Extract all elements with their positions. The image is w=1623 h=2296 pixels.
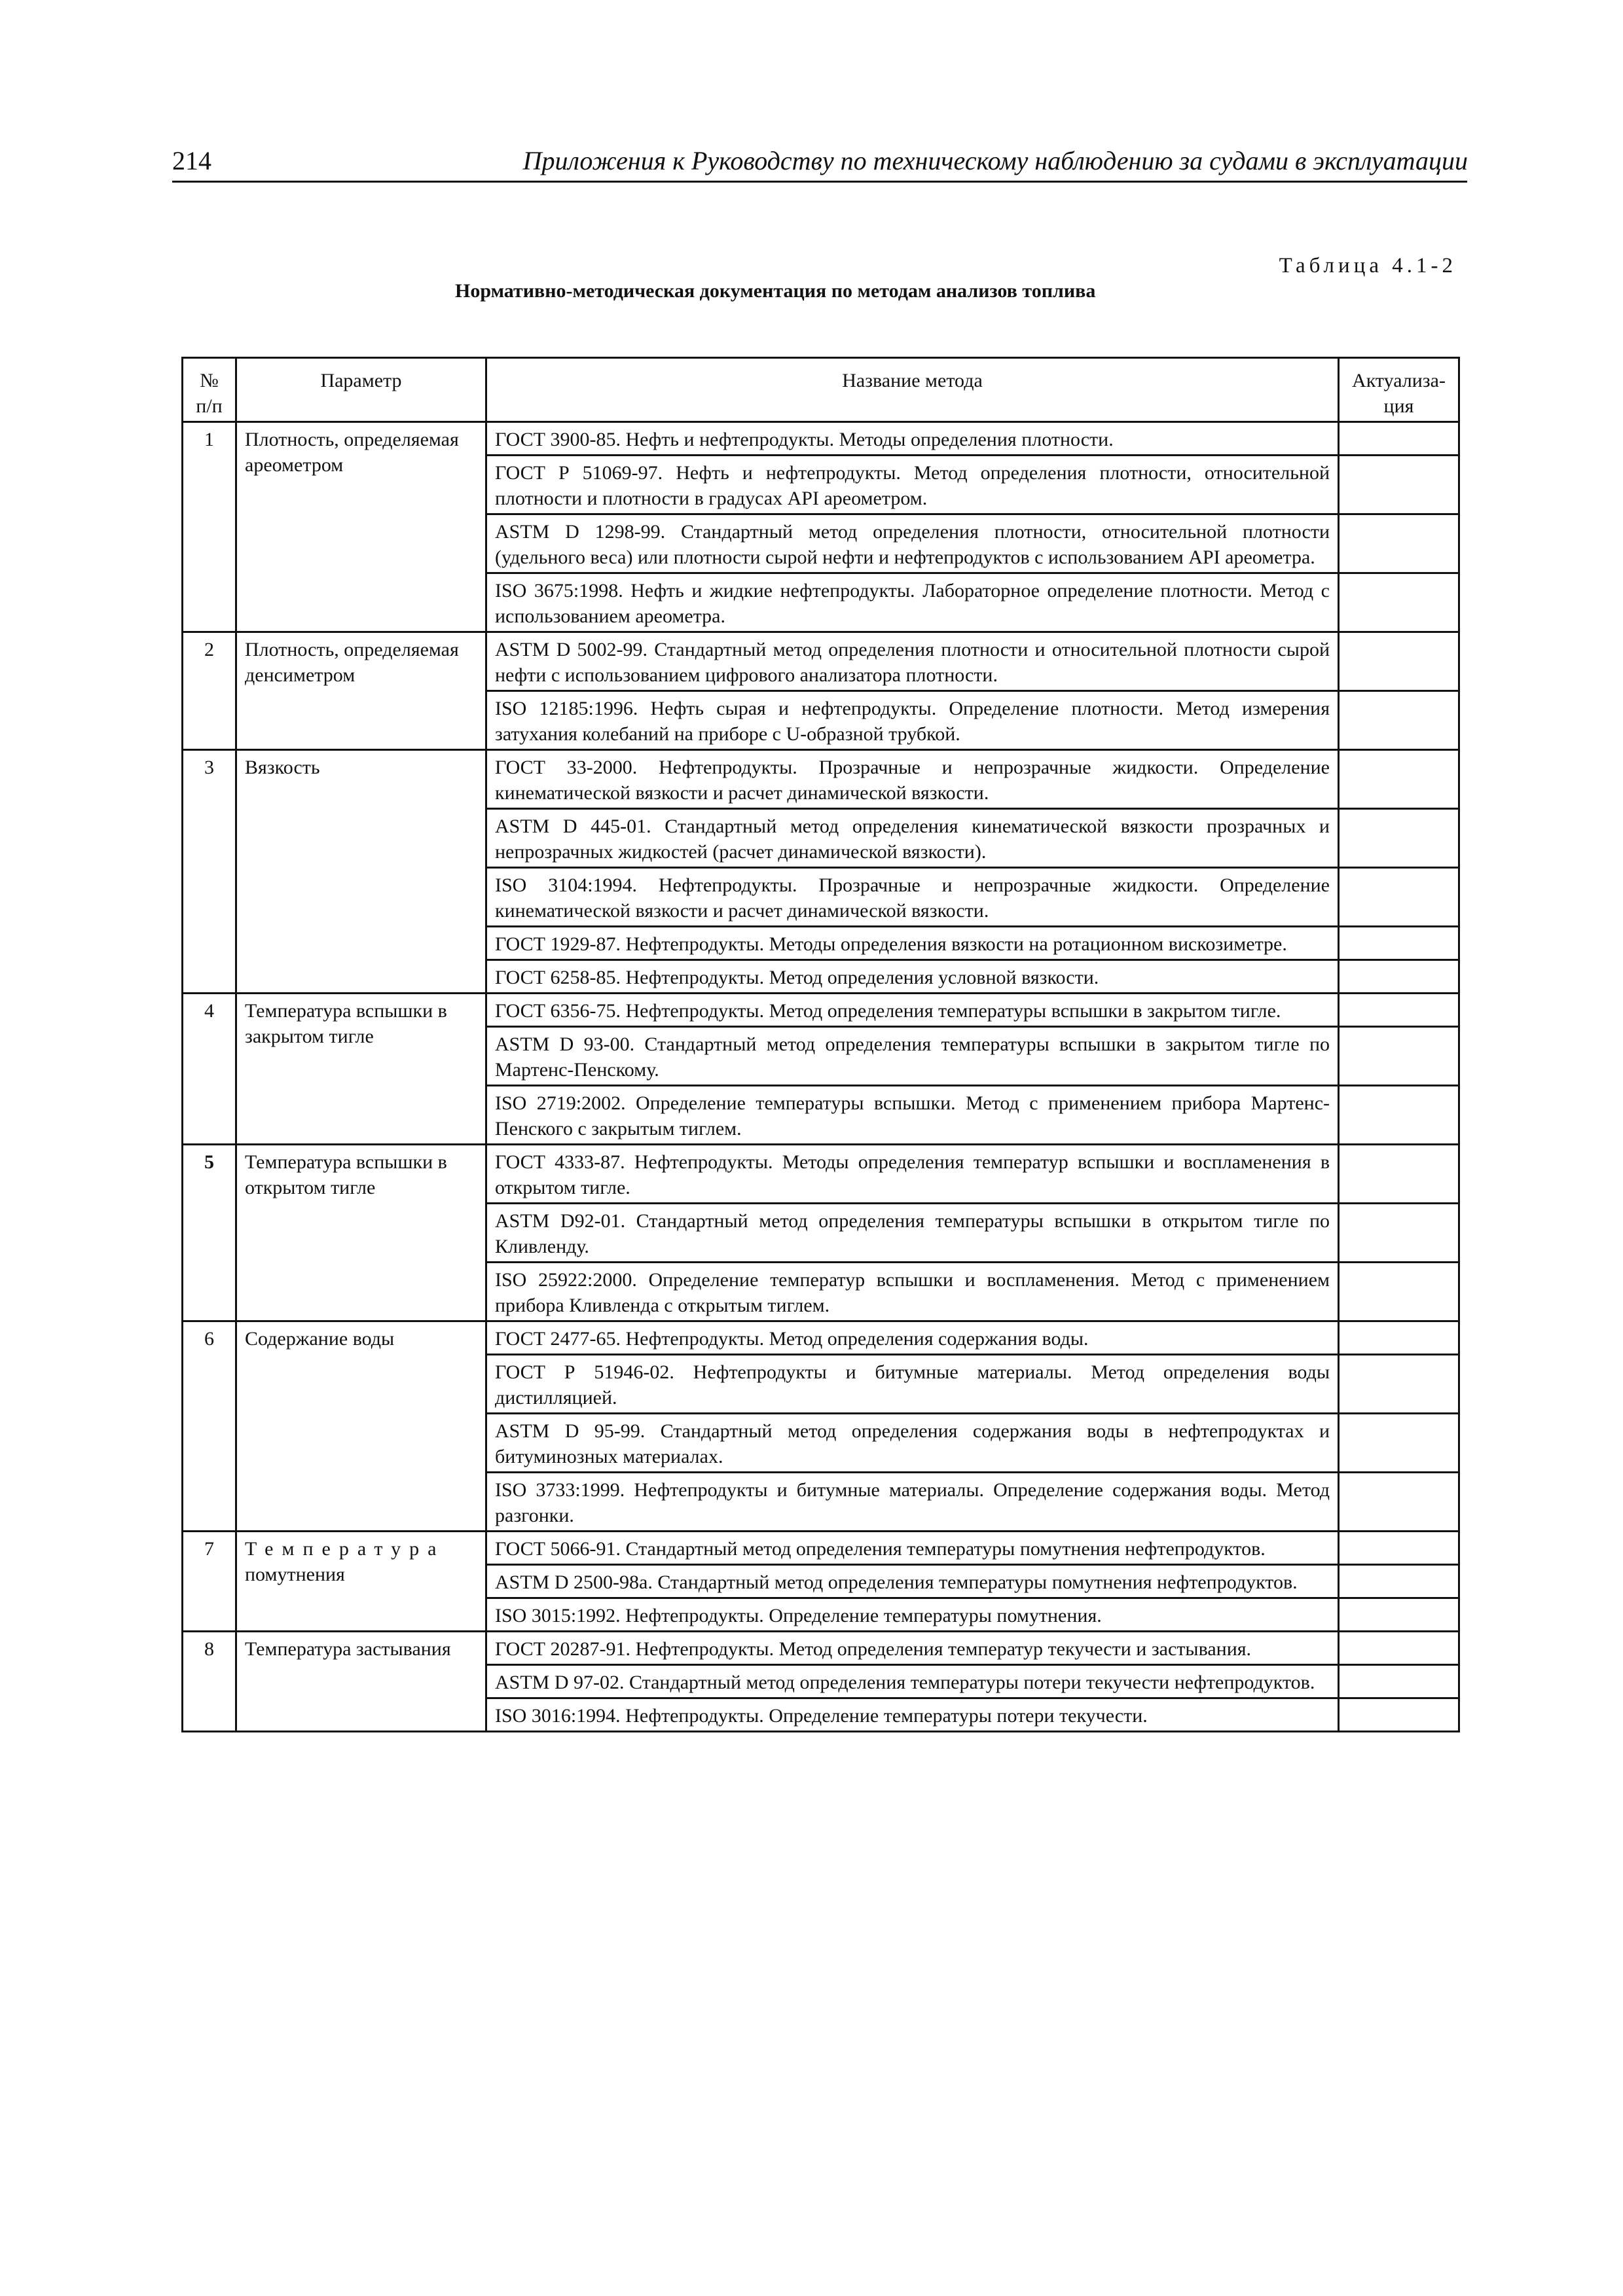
table-row bbox=[183, 994, 1459, 1027]
method-cell: ГОСТ 1929-87. Нефтепродукты. Методы определения вязкости на ротационном вискозиметре. bbox=[486, 927, 1339, 960]
actualization-cell[interactable] bbox=[1339, 1204, 1459, 1263]
actualization-cell[interactable] bbox=[1339, 691, 1459, 750]
actualization-cell[interactable] bbox=[1339, 573, 1459, 632]
row-number: 7 bbox=[183, 1532, 236, 1632]
actualization-cell[interactable] bbox=[1339, 750, 1459, 809]
actualization-cell[interactable] bbox=[1339, 960, 1459, 994]
parameter-cell: Плотность, определяемая ареометром bbox=[236, 422, 486, 632]
actualization-cell[interactable] bbox=[1339, 1321, 1459, 1355]
actualization-cell[interactable] bbox=[1339, 809, 1459, 868]
table-row bbox=[183, 1532, 1459, 1565]
method-cell: ISO 12185:1996. Нефть сырая и нефтепродукты. Определение плотности. Метод измерения затухания колебаний на приборе с U-образной трубкой. bbox=[486, 691, 1339, 750]
actualization-cell[interactable] bbox=[1339, 1532, 1459, 1565]
method-cell: ISO 3675:1998. Нефть и жидкие нефтепродукты. Лабораторное определение плотности. Метод с использованием ареометра. bbox=[486, 573, 1339, 632]
methods-table bbox=[181, 357, 1460, 1732]
column-header-param: Параметр bbox=[236, 358, 486, 422]
parameter-cell: Температура вспышки в открытом тигле bbox=[236, 1145, 486, 1321]
method-cell: ГОСТ Р 51946-02. Нефтепродукты и битумные материалы. Метод определения воды дистилляцией. bbox=[486, 1355, 1339, 1414]
method-cell: ASTM D 2500-98а. Стандартный метод определения температуры помутнения нефтепродуктов. bbox=[486, 1565, 1339, 1598]
method-cell: ASTM D 445-01. Стандартный метод определения кинематической вязкости прозрачных и непрозрачных жидкостей (расчет динамической вязкости). bbox=[486, 809, 1339, 868]
method-cell: ISO 2719:2002. Определение температуры вспышки. Метод с применением прибора Мартенс-Пенского с закрытым тиглем. bbox=[486, 1086, 1339, 1145]
actualization-cell[interactable] bbox=[1339, 1414, 1459, 1473]
table-title: Нормативно-методическая документация по методам анализов топлива bbox=[455, 280, 1096, 302]
table-row bbox=[183, 1632, 1459, 1665]
column-header-num: № п/п bbox=[183, 358, 236, 422]
method-cell: ГОСТ 33-2000. Нефтепродукты. Прозрачные и непрозрачные жидкости. Определение кинематической вязкости и расчет динамической вязкости. bbox=[486, 750, 1339, 809]
actualization-cell[interactable] bbox=[1339, 1565, 1459, 1598]
table-row bbox=[183, 422, 1459, 456]
actualization-cell[interactable] bbox=[1339, 994, 1459, 1027]
running-header: Приложения к Руководству по техническому наблюдению за судами в эксплуатации bbox=[522, 146, 1468, 175]
actualization-cell[interactable] bbox=[1339, 632, 1459, 691]
method-cell: ГОСТ 6356-75. Нефтепродукты. Метод определения температуры вспышки в закрытом тигле. bbox=[486, 994, 1339, 1027]
parameter-cell: Температура застывания bbox=[236, 1632, 486, 1732]
table-label: Таблица 4.1-2 bbox=[1279, 254, 1457, 278]
column-header-method: Название метода bbox=[486, 358, 1339, 422]
parameter-cell: Температура вспышки в закрытом тигле bbox=[236, 994, 486, 1145]
column-header-actualization: Актуализа-ция bbox=[1339, 358, 1459, 422]
method-cell: ASTM D92-01. Стандартный метод определения температуры вспышки в открытом тигле по Кливленду. bbox=[486, 1204, 1339, 1263]
actualization-cell[interactable] bbox=[1339, 1632, 1459, 1665]
actualization-cell[interactable] bbox=[1339, 422, 1459, 456]
row-number: 6 bbox=[183, 1321, 236, 1532]
method-cell: ГОСТ Р 51069-97. Нефть и нефтепродукты. Метод определения плотности, относительной плотности и плотности в градусах API ареометром. bbox=[486, 456, 1339, 514]
row-number: 8 bbox=[183, 1632, 236, 1732]
actualization-cell[interactable] bbox=[1339, 1086, 1459, 1145]
parameter-cell: Содержание воды bbox=[236, 1321, 486, 1532]
table-row bbox=[183, 1321, 1459, 1355]
page-number: 214 bbox=[172, 146, 211, 175]
table-row bbox=[183, 750, 1459, 809]
actualization-cell[interactable] bbox=[1339, 868, 1459, 927]
method-cell: ГОСТ 2477-65. Нефтепродукты. Метод определения содержания воды. bbox=[486, 1321, 1339, 1355]
parameter-word: помутнения bbox=[245, 1564, 345, 1585]
actualization-cell[interactable] bbox=[1339, 1263, 1459, 1321]
parameter-cell: Плотность, определяемая денсиметром bbox=[236, 632, 486, 750]
method-cell: ISO 3015:1992. Нефтепродукты. Определение температуры помутнения. bbox=[486, 1598, 1339, 1632]
method-cell: ASTM D 5002-99. Стандартный метод определения плотности и относительной плотности сырой нефти с использованием цифрового анализатора плотности. bbox=[486, 632, 1339, 691]
actualization-cell[interactable] bbox=[1339, 1355, 1459, 1414]
method-cell: ISO 3016:1994. Нефтепродукты. Определение температуры потери текучести. bbox=[486, 1698, 1339, 1732]
table-row bbox=[183, 1145, 1459, 1204]
parameter-cell bbox=[236, 1532, 486, 1632]
method-cell: ISO 3733:1999. Нефтепродукты и битумные материалы. Определение содержания воды. Метод разгонки. bbox=[486, 1473, 1339, 1532]
actualization-cell[interactable] bbox=[1339, 1665, 1459, 1698]
method-cell: ГОСТ 5066-91. Стандартный метод определения температуры помутнения нефтепродуктов. bbox=[486, 1532, 1339, 1565]
parameter-word-spaced: Температура bbox=[245, 1538, 445, 1560]
actualization-cell[interactable] bbox=[1339, 456, 1459, 514]
row-number: 4 bbox=[183, 994, 236, 1145]
method-cell: ГОСТ 3900-85. Нефть и нефтепродукты. Методы определения плотности. bbox=[486, 422, 1339, 456]
actualization-cell[interactable] bbox=[1339, 1598, 1459, 1632]
method-cell: ASTM D 97-02. Стандартный метод определения температуры потери текучести нефтепродуктов. bbox=[486, 1665, 1339, 1698]
method-cell: ГОСТ 6258-85. Нефтепродукты. Метод определения условной вязкости. bbox=[486, 960, 1339, 994]
row-number: 3 bbox=[183, 750, 236, 994]
row-number: 2 bbox=[183, 632, 236, 750]
row-number: 5 bbox=[183, 1145, 236, 1321]
method-cell: ASTM D 95-99. Стандартный метод определения содержания воды в нефтепродуктах и битуминозных материалах. bbox=[486, 1414, 1339, 1473]
actualization-cell[interactable] bbox=[1339, 1473, 1459, 1532]
method-cell: ASTM D 1298-99. Стандартный метод определения плотности, относительной плотности (удельного веса) или плотности сырой нефти и нефтепродуктов с использованием API ареометра. bbox=[486, 514, 1339, 573]
method-cell: ГОСТ 4333-87. Нефтепродукты. Методы определения температур вспышки и воспламенения в открытом тигле. bbox=[486, 1145, 1339, 1204]
method-cell: ASTM D 93-00. Стандартный метод определения температуры вспышки в закрытом тигле по Мартенс-Пенскому. bbox=[486, 1027, 1339, 1086]
actualization-cell[interactable] bbox=[1339, 514, 1459, 573]
method-cell: ISO 25922:2000. Определение температур вспышки и воспламенения. Метод с применением прибора Кливленда с открытым тиглем. bbox=[486, 1263, 1339, 1321]
table-row bbox=[183, 632, 1459, 691]
header-rule bbox=[172, 181, 1467, 183]
parameter-cell: Вязкость bbox=[236, 750, 486, 994]
method-cell: ГОСТ 20287-91. Нефтепродукты. Метод определения температур текучести и застывания. bbox=[486, 1632, 1339, 1665]
actualization-cell[interactable] bbox=[1339, 1027, 1459, 1086]
table-header-row bbox=[183, 358, 1459, 422]
actualization-cell[interactable] bbox=[1339, 927, 1459, 960]
actualization-cell[interactable] bbox=[1339, 1145, 1459, 1204]
row-number: 1 bbox=[183, 422, 236, 632]
method-cell: ISO 3104:1994. Нефтепродукты. Прозрачные и непрозрачные жидкости. Определение кинематической вязкости и расчет динамической вязкости. bbox=[486, 868, 1339, 927]
actualization-cell[interactable] bbox=[1339, 1698, 1459, 1732]
